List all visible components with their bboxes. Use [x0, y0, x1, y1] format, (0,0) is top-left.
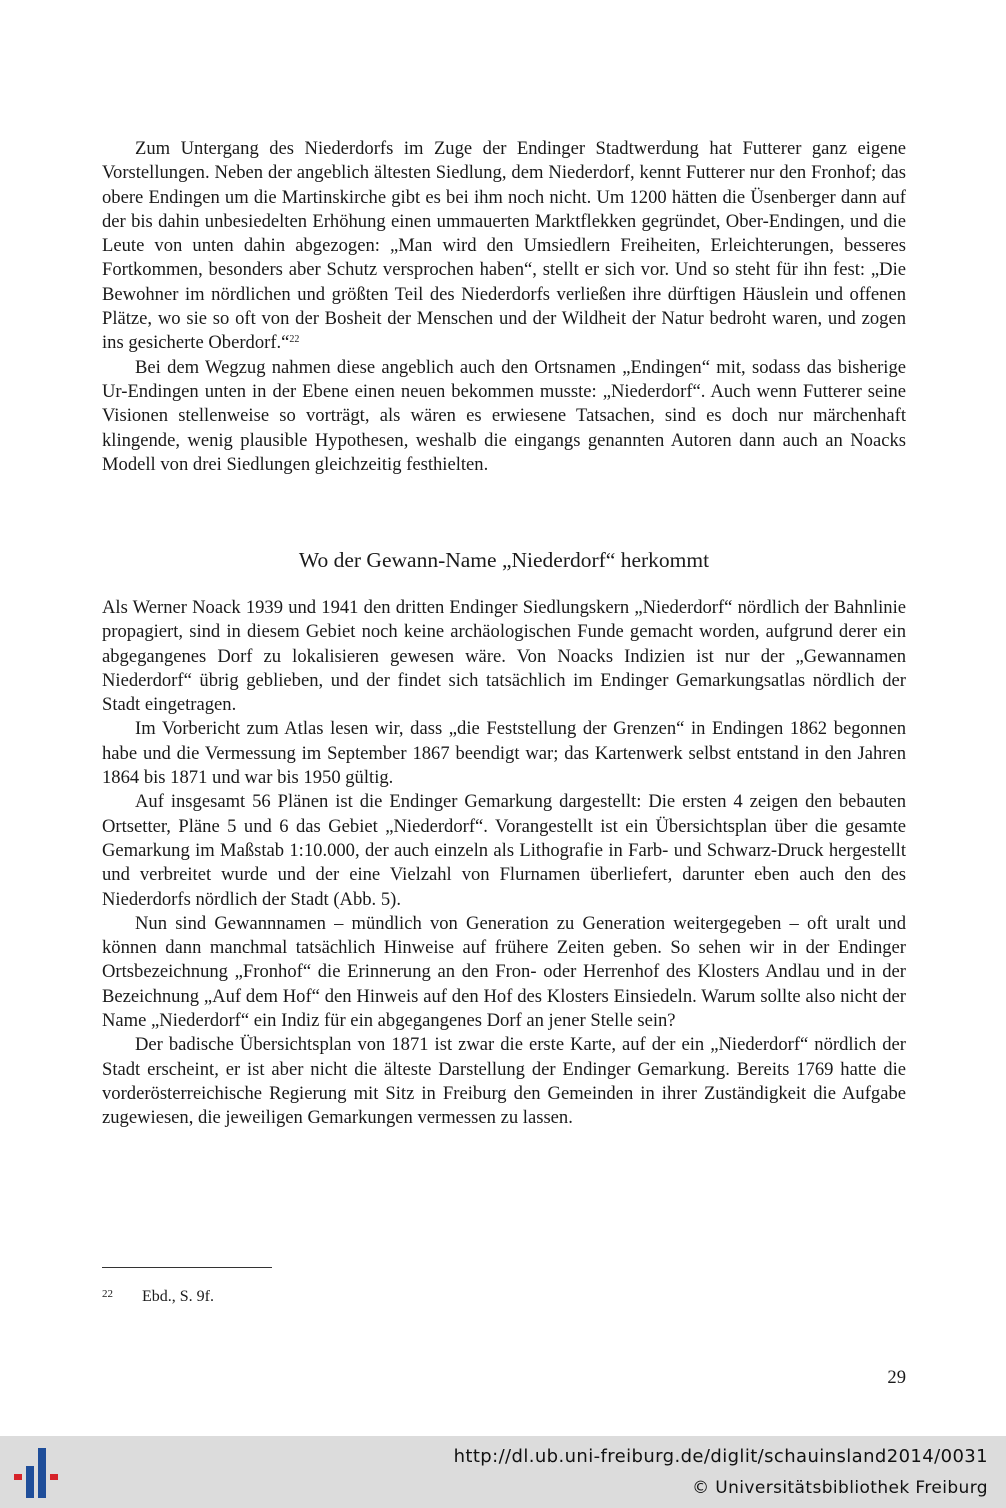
paragraph: Bei dem Wegzug nahmen diese angeblich auch den Ortsnamen „Endingen“ mit, sodass das bisherige Ur-Endingen unten in der Ebene einen neuen bekommen musste: „Niederdorf“. Auch wenn Futterer seine Visionen stellenweise so vorträgt, als wären es erwiesene Tatsachen, sind es doch nur märchenhaft klingende, wenig plausible Hypothesen, weshalb die eingangs genannten Autoren dann auch an Noacks Modell von drei Siedlungen gleichzeitig festhielten. — [102, 356, 906, 475]
page-number: 29 — [887, 1367, 906, 1388]
document-url-link[interactable]: http://dl.ub.uni-freiburg.de/diglit/schauinsland2014/0031 — [453, 1446, 988, 1467]
ub-freiburg-logo-icon — [12, 1444, 64, 1500]
body-section-2 — [102, 596, 906, 1131]
library-footer-bar — [0, 1436, 1006, 1508]
paragraph: Auf insgesamt 56 Plänen ist die Endinger Gemarkung dargestellt: Die ersten 4 zeigen den bebauten Ortsetter, Pläne 5 und 6 das Gebiet „Niederdorf“. Vorangestellt ist ein Übersichtsplan über die gesamte Gemarkung im Maßstab 1:10.000, der auch einzeln als Lithografie in Farb- und Schwarz-Druck hergestellt und verbreitet wurde und der eine Vielzahl von Flurnamen überliefert, darunter eben auch den des Niederdorfs nördlich der Stadt (Abb. 5). — [102, 791, 906, 910]
section-heading: Wo der Gewann-Name „Niederdorf“ herkommt — [298, 548, 710, 572]
paragraph: Im Vorbericht zum Atlas lesen wir, dass „die Feststellung der Grenzen“ in Endingen 1862 begonnen habe und die Vermessung im September 1867 beendigt war; das Kartenwerk selbst entstand in den Jahren 1864 bis 1871 und war bis 1950 gültig. — [102, 718, 906, 789]
footnote-number: 22 — [102, 1288, 113, 1300]
footnote-divider — [102, 1267, 272, 1268]
copyright-notice: © Universitätsbibliothek Freiburg — [692, 1478, 988, 1498]
footnote-reference[interactable]: 22 — [289, 334, 300, 346]
footnote — [102, 1284, 214, 1307]
footnote-text: Ebd., S. 9f. — [142, 1288, 214, 1305]
paragraph: Zum Untergang des Niederdorfs im Zuge der Endinger Stadtwerdung hat Futterer ganz eigene Vorstellungen. Neben der angeblich ältesten Siedlung, dem Niederdorf, kennt Futterer nur den Fronhof; das obere Endingen um die Martinskirche gibt es bei ihm noch nicht. Um 1200 hätten die Üsenberger dann auf der bis dahin unbesiedelten Erhöhung einen ummauerten Marktflekken gegründet, Ober-Endingen, und die Leute von unten dahin abgezogen: „Man wird den Umsiedlern Freiheiten, Erleichterungen, besseres Fortkommen, besonders aber Schutz versprochen haben“, stellt er sich vor. Und so steht für ihn fest: „Die Bewohner im nördlichen und größten Teil des Niederdorfs verließen ihre dürftigen Häuslein und offenen Plätze, wo sie so oft von der Bosheit der Menschen und der Wildheit der Natur bedroht waren, und zogen ins gesicherte Oberdorf.“$^{22}$ — [102, 138, 906, 354]
paragraph: Der badische Übersichtsplan von 1871 ist zwar die erste Karte, auf der ein „Niederdorf“ nördlich der Stadt erscheint, er ist aber nicht die älteste Darstellung der Endinger Gemarkung. Bereits 1769 hatte die vorderösterreichische Regierung mit Sitz in Freiburg den Gemeinden in ihrer Zuständigkeit die Aufgabe zugewiesen, die jeweiligen Gemarkungen vermessen zu lassen. — [102, 1034, 906, 1129]
paragraph: Nun sind Gewannnamen – mündlich von Generation zu Generation weitergegeben – oft uralt und können dann manchmal tatsächlich Hinweise auf frühere Zeiten geben. So sehen wir in der Endinger Ortsbezeichnung „Fronhof“ die Erinnerung an den Fron- oder Herrenhof des Klosters Andlau und in der Bezeichnung „Auf dem Hof“ den Hinweis auf den Hof des Klosters Einsiedeln. Warum sollte also nicht der Name „Niederdorf“ ein Indiz für ein abgegangenes Dorf an jener Stelle sein? — [102, 912, 906, 1032]
paragraph: Als Werner Noack 1939 und 1941 den dritten Endinger Siedlungskern „Niederdorf“ nördlich der Bahnlinie propagiert, sind in diesem Gebiet noch keine archäologischen Funde gemacht worden, aufgrund derer ein abgegangenes Dorf zu lokalisieren gewesen wäre. Von Noacks Indizien ist nur der „Gewannamen Niederdorf“ übrig geblieben, und der findet sich tatsächlich im Endinger Gemarkungsatlas nördlich der Stadt eingetragen. — [102, 597, 906, 716]
body-section-1 — [102, 137, 906, 477]
